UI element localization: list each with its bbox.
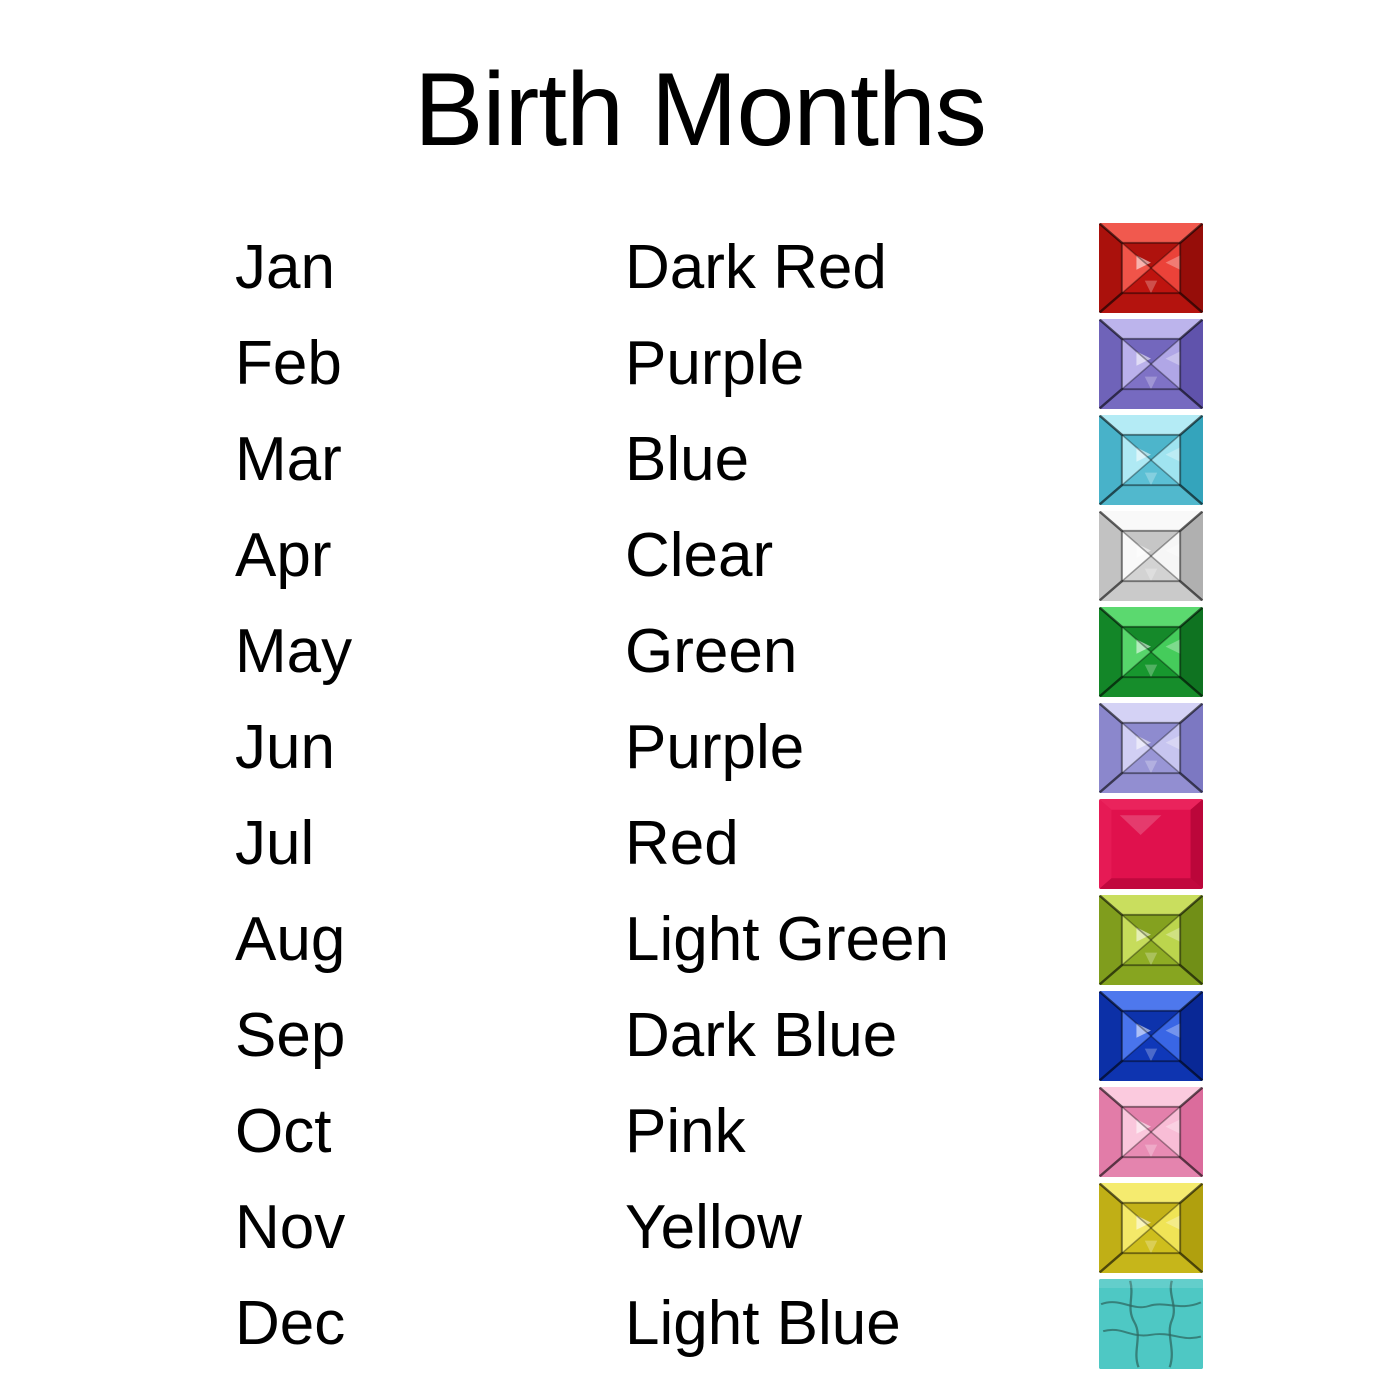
gemstone-cell [1099, 223, 1215, 313]
table-row [235, 1276, 1215, 1372]
month-label: Feb [235, 329, 342, 398]
gemstone-icon [1099, 607, 1203, 697]
month-label: Jul [235, 809, 315, 878]
gemstone-cell [1099, 319, 1215, 409]
color-label: Light Green [625, 905, 949, 974]
table-row [235, 892, 1215, 988]
table-row [235, 316, 1215, 412]
gemstone-cell [1099, 1087, 1215, 1177]
gemstone-cell [1099, 511, 1215, 601]
gemstone-icon [1099, 703, 1203, 793]
gemstone-icon [1099, 1183, 1203, 1273]
month-label: Aug [235, 905, 346, 974]
table-row [235, 988, 1215, 1084]
gemstone-cell [1099, 799, 1215, 889]
gemstone-icon [1099, 799, 1203, 889]
color-label: Dark Red [625, 233, 887, 302]
month-label: Apr [235, 521, 332, 590]
color-label: Red [625, 809, 739, 878]
month-label: Jun [235, 713, 335, 782]
table-row [235, 796, 1215, 892]
gemstone-icon [1099, 991, 1203, 1081]
color-label: Green [625, 617, 798, 686]
table-row [235, 700, 1215, 796]
gemstone-cell [1099, 415, 1215, 505]
color-label: Pink [625, 1097, 746, 1166]
table-row [235, 508, 1215, 604]
gemstone-icon [1099, 511, 1203, 601]
page-title: Birth Months [414, 52, 986, 168]
gemstone-icon [1099, 1087, 1203, 1177]
gemstone-cell [1099, 991, 1215, 1081]
birth-months-table [235, 220, 1215, 1372]
color-label: Dark Blue [625, 1001, 898, 1070]
color-label: Purple [625, 329, 805, 398]
month-label: Jan [235, 233, 335, 302]
month-label: Oct [235, 1097, 332, 1166]
table-row [235, 220, 1215, 316]
gemstone-cell [1099, 703, 1215, 793]
month-label: Sep [235, 1001, 346, 1070]
month-label: Dec [235, 1289, 346, 1358]
table-row [235, 604, 1215, 700]
color-label: Blue [625, 425, 750, 494]
gemstone-cell [1099, 1183, 1215, 1273]
color-label: Yellow [625, 1193, 802, 1262]
gemstone-cell [1099, 895, 1215, 985]
gemstone-icon [1099, 319, 1203, 409]
table-row [235, 1084, 1215, 1180]
color-label: Light Blue [625, 1289, 901, 1358]
gemstone-cell [1099, 1279, 1215, 1369]
color-label: Clear [625, 521, 774, 590]
gemstone-cell [1099, 607, 1215, 697]
gemstone-icon [1099, 223, 1203, 313]
color-label: Purple [625, 713, 805, 782]
month-label: Mar [235, 425, 342, 494]
gemstone-icon [1099, 895, 1203, 985]
table-row [235, 412, 1215, 508]
month-label: May [235, 617, 353, 686]
table-row [235, 1180, 1215, 1276]
gemstone-icon [1099, 415, 1203, 505]
gemstone-icon [1099, 1279, 1203, 1369]
month-label: Nov [235, 1193, 346, 1262]
